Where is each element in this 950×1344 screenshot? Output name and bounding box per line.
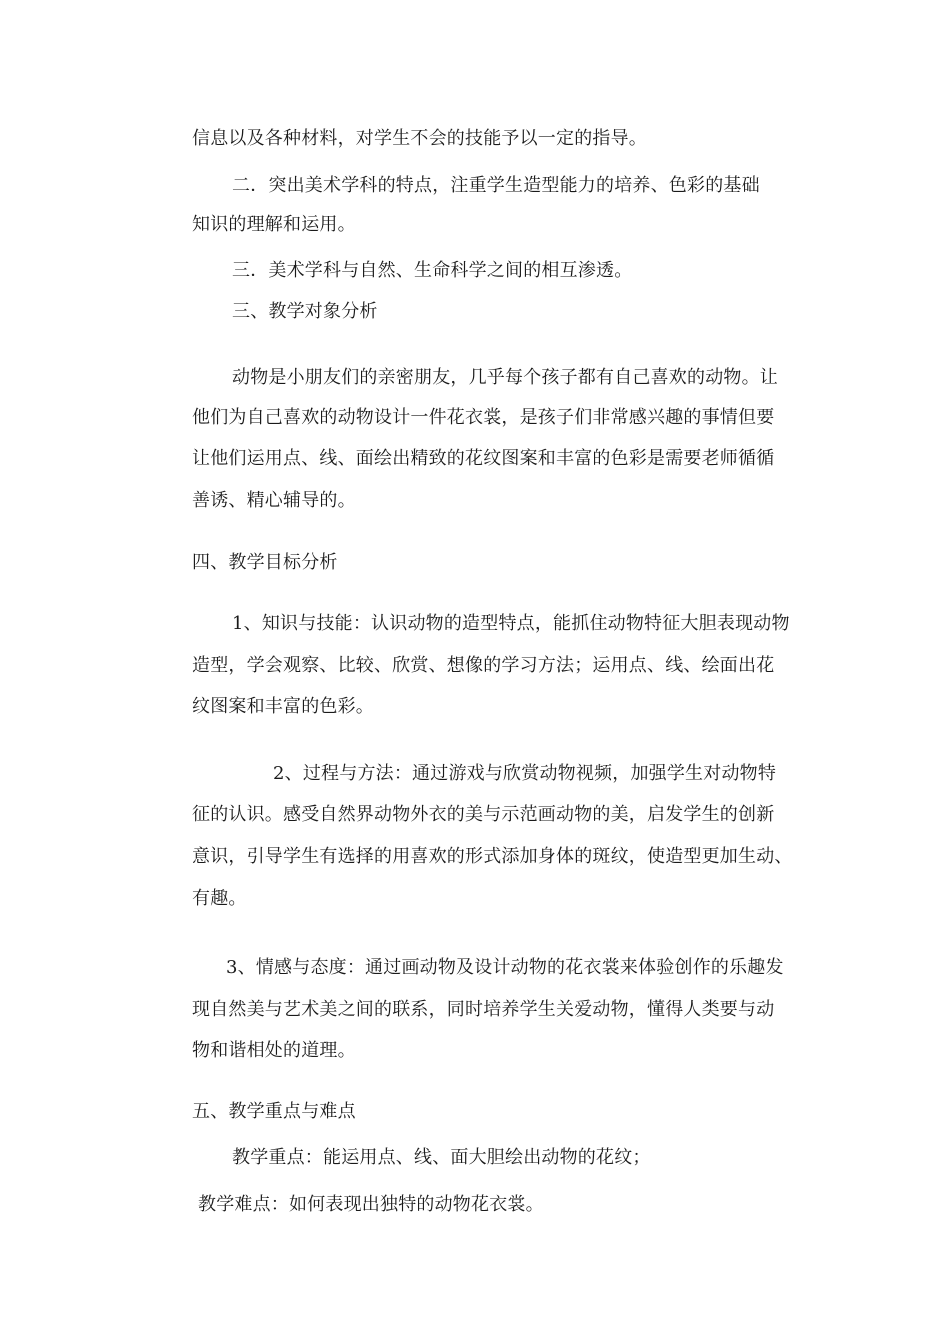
text-line: 善诱、精心辅导的。 [192, 490, 356, 511]
text-line: 征的认识。感受自然界动物外衣的美与示范画动物的美，启发学生的创新 [192, 804, 775, 825]
text-line: 二．突出美术学科的特点，注重学生造型能力的培养、色彩的基础 [232, 175, 760, 196]
text-line: 让他们运用点、线、面绘出精致的花纹图案和丰富的色彩是需要老师循循 [192, 448, 775, 469]
text-line: 物和谐相处的道理。 [192, 1040, 356, 1061]
text-line: 三．美术学科与自然、生命科学之间的相互渗透。 [232, 260, 633, 281]
section-heading: 三、教学对象分析 [232, 301, 378, 322]
text-line: 2、过程与方法：通过游戏与欣赏动物视频，加强学生对动物特 [273, 763, 777, 784]
text-line: 造型，学会观察、比较、欣赏、想像的学习方法；运用点、线、绘面出花 [192, 655, 775, 676]
text-line: 有趣。 [192, 888, 247, 909]
text-line: 信息以及各种材料，对学生不会的技能予以一定的指导。 [192, 128, 647, 149]
section-heading: 四、教学目标分析 [192, 552, 338, 573]
text-line: 现自然美与艺术美之间的联系，同时培养学生关爱动物，懂得人类要与动 [192, 999, 775, 1020]
text-line: 动物是小朋友们的亲密朋友，几乎每个孩子都有自己喜欢的动物。让 [232, 367, 778, 388]
text-line: 知识的理解和运用。 [192, 214, 356, 235]
text-line: 教学重点：能运用点、线、面大胆绘出动物的花纹； [232, 1147, 651, 1168]
text-line: 意识，引导学生有选择的用喜欢的形式添加身体的斑纹，使造型更加生动、 [192, 846, 793, 867]
section-heading: 五、教学重点与难点 [192, 1101, 356, 1122]
text-line: 3、情感与态度：通过画动物及设计动物的花衣裳来体验创作的乐趣发 [226, 957, 784, 978]
text-line: 他们为自己喜欢的动物设计一件花衣裳，是孩子们非常感兴趣的事情但要 [192, 407, 775, 428]
text-line: 纹图案和丰富的色彩。 [192, 696, 374, 717]
text-line: 1、知识与技能：认识动物的造型特点，能抓住动物特征大胆表现动物 [232, 613, 790, 634]
text-line: 教学难点：如何表现出独特的动物花衣裳。 [198, 1194, 544, 1215]
